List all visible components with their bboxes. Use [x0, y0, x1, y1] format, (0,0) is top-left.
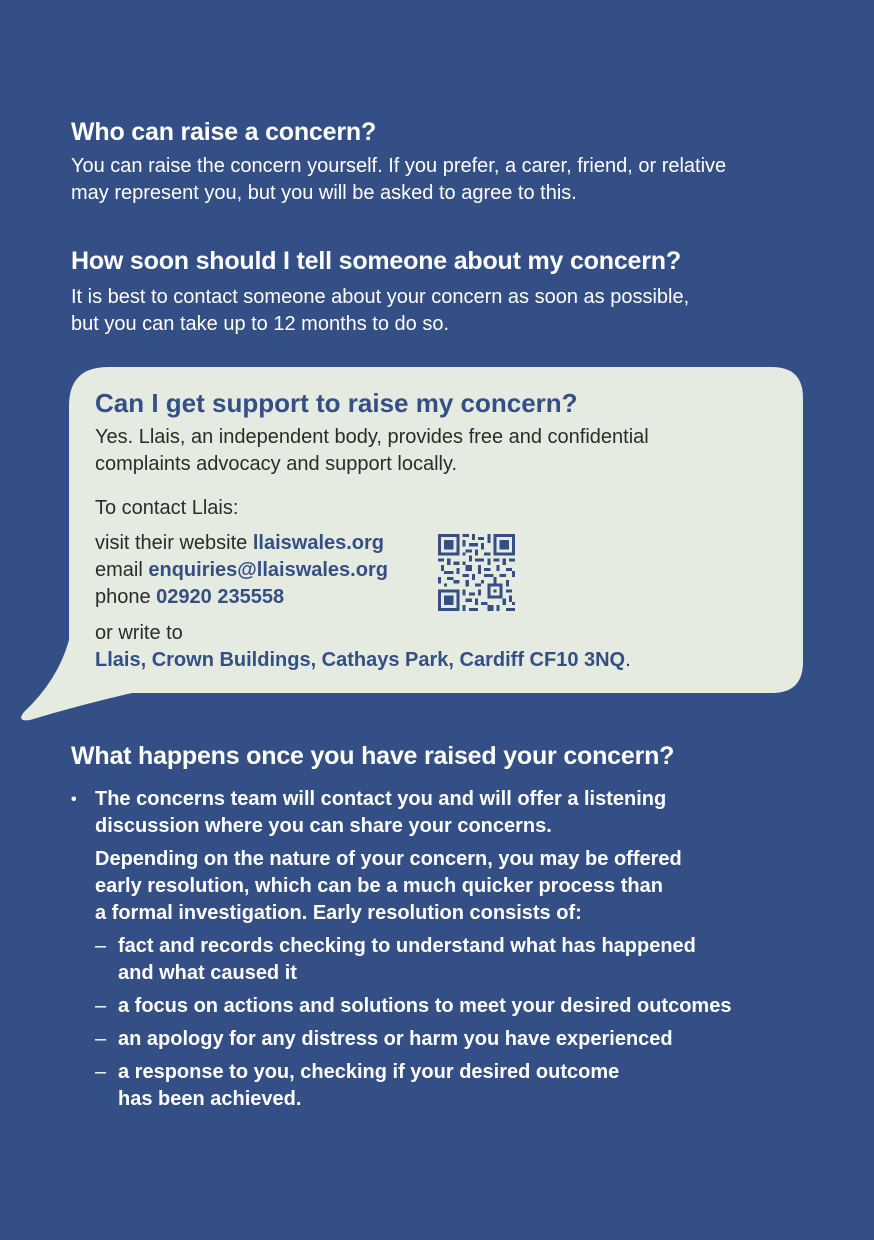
website-link[interactable]: llaiswales.org — [252, 532, 385, 554]
email-label: email — [95, 559, 149, 581]
phone-link[interactable]: 02920 235558 — [156, 586, 285, 608]
text-line: but you can take up to 12 months to do so. — [71, 313, 450, 335]
support-box — [95, 386, 785, 674]
phone-label: phone — [95, 586, 157, 608]
list-item — [95, 993, 811, 1020]
text-line: It is best to contact someone about your concern as soon as possible, — [71, 286, 690, 308]
support-text — [95, 424, 785, 478]
heading-what-happens: What happens once you have raised your concern? — [71, 742, 675, 770]
list-item — [71, 786, 811, 1113]
heading-how-soon: How soon should I tell someone about my concern? — [71, 247, 681, 275]
what-happens-list — [71, 786, 811, 1119]
text-line: Yes. Llais, an independent body, provides free and confidential — [95, 426, 649, 448]
text-line: may represent you, but you will be asked to agree to this. — [71, 182, 577, 204]
early-resolution-list — [95, 933, 811, 1113]
text-line: a formal investigation. Early resolution consists of: — [95, 902, 582, 924]
text-line: has been achieved. — [118, 1088, 302, 1110]
text-line: You can raise the concern yourself. If you prefer, a carer, friend, or relative — [71, 155, 727, 177]
text-line: discussion where you can share your concerns. — [95, 815, 552, 837]
text-line: early resolution, which can be a much quicker process than — [95, 875, 663, 897]
address-period: . — [625, 649, 631, 671]
text-line: and what caused it — [118, 962, 297, 984]
heading-support: Can I get support to raise my concern? — [95, 388, 578, 418]
text-line: The concerns team will contact you and will offer a listening — [95, 788, 667, 810]
list-item — [95, 933, 811, 987]
qr-code-icon[interactable] — [438, 534, 515, 611]
early-resolution-text — [95, 846, 811, 927]
list-item — [95, 1026, 811, 1053]
contact-intro: To contact Llais: — [95, 497, 239, 519]
text-line: a response to you, checking if your desired outcome — [118, 1061, 620, 1083]
write-label: or write to — [95, 622, 183, 644]
text-line: Depending on the nature of your concern, you may be offered — [95, 848, 682, 870]
email-link[interactable]: enquiries@llaiswales.org — [148, 559, 388, 581]
website-label: visit their website — [95, 532, 253, 554]
text-line: fact and records checking to understand what has happened — [118, 935, 696, 957]
write-to — [95, 620, 785, 674]
text-line: a focus on actions and solutions to meet your desired outcomes — [118, 995, 732, 1017]
text-line: complaints advocacy and support locally. — [95, 453, 458, 475]
list-item — [95, 1059, 811, 1113]
heading-who-can-raise: Who can raise a concern? — [71, 118, 377, 146]
text-line: an apology for any distress or harm you have experienced — [118, 1028, 673, 1050]
postal-address: Llais, Crown Buildings, Cathays Park, Cardiff CF10 3NQ — [95, 649, 626, 671]
